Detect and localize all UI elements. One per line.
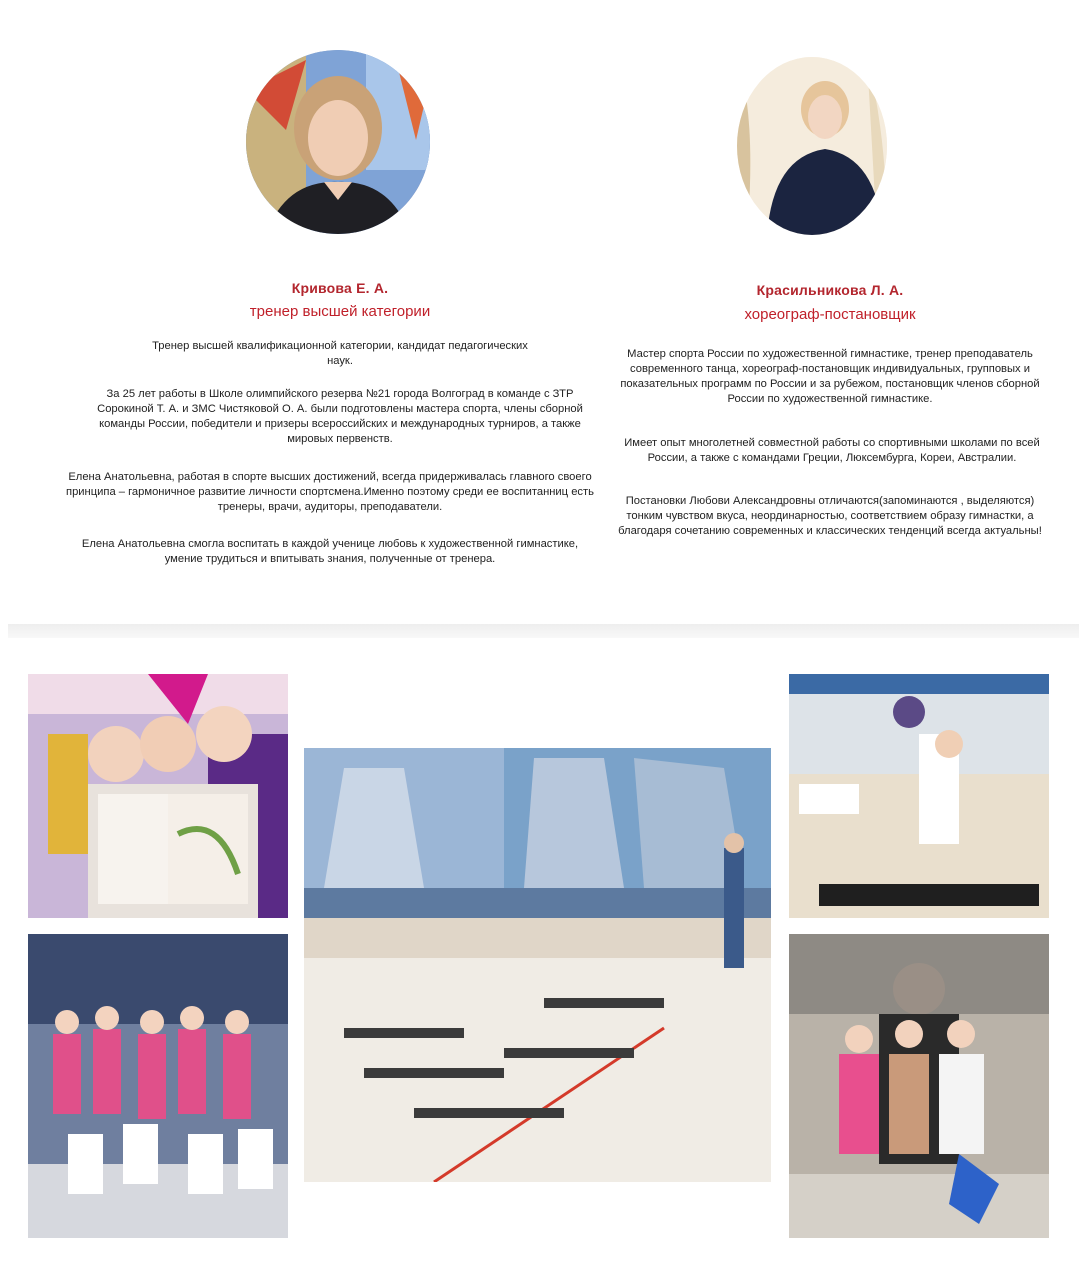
bio-paragraph: Елена Анатольевна, работая в спорте высших достижений, всегда придерживалась главного своего принципа – гармоничное развитие личности спортсмена.Именно поэтому среди ее воспитанниц есть тренеры, врачи, аудиторы, преподаватели. (66, 471, 594, 513)
bio-paragraph: Мастер спорта России по художественной гимнастике, тренер преподаватель современного танца, хореограф-постановщик индивидуальных, групповых и показательных программ по России и за рубежом, постановщик членов сборной России по художественной гимнастике. (620, 348, 1040, 405)
photo-coach-with-girls (789, 934, 1049, 1238)
bio-paragraph: За 25 лет работы в Школе олимпийского резерва №21 города Волгоград в команде с ЗТР Сорокиной Т. А. и ЗМС Чистяковой О. А. были подготовлены мастера спорта, члены сборной команды России, победители и призеры всероссийских и международных турниров, а также мировых первенств. (97, 388, 583, 445)
photo-team-with-medals (28, 934, 288, 1238)
bio-paragraph: Елена Анатольевна смогла воспитать в каждой ученице любовь к художественной гимнастике, умение трудиться и впитывать знания, полученные от тренера. (81, 538, 579, 565)
coach-krivova-name: Кривова Е. А. (291, 280, 389, 296)
photo-training-hall (304, 748, 771, 1182)
portrait-krivova-image (246, 50, 430, 234)
portrait-krasilnikova-image (737, 57, 887, 235)
coach-krivova-role: тренер высшей категории (249, 303, 431, 320)
coach-krasilnikova-role: хореограф-постановщик (744, 306, 916, 323)
bio-paragraph: Тренер высшей квалификационной категории, кандидат педагогических наук. (152, 340, 528, 367)
coach-krivova-avatar (246, 50, 430, 234)
photo-girls-with-ball (789, 674, 1049, 918)
photo-girls-with-trophy (28, 674, 288, 918)
section-divider (8, 624, 1079, 638)
coach-krasilnikova-name: Красильникова Л. А. (756, 282, 904, 298)
bio-paragraph: Имеет опыт многолетней совместной работы со спортивными школами по всей России, а также с командами Греции, Люксембурга, Кореи, Австралии. (624, 437, 1040, 464)
bio-paragraph: Постановки Любови Александровны отличаются(запоминаются , выделяются) тонким чувством вкуса, неординарностью, соответствием образу гимнастки, а благодаря сочетанию современных и классических тенденций всегда актуальны! (618, 495, 1042, 537)
coach-krasilnikova-avatar (737, 57, 887, 235)
